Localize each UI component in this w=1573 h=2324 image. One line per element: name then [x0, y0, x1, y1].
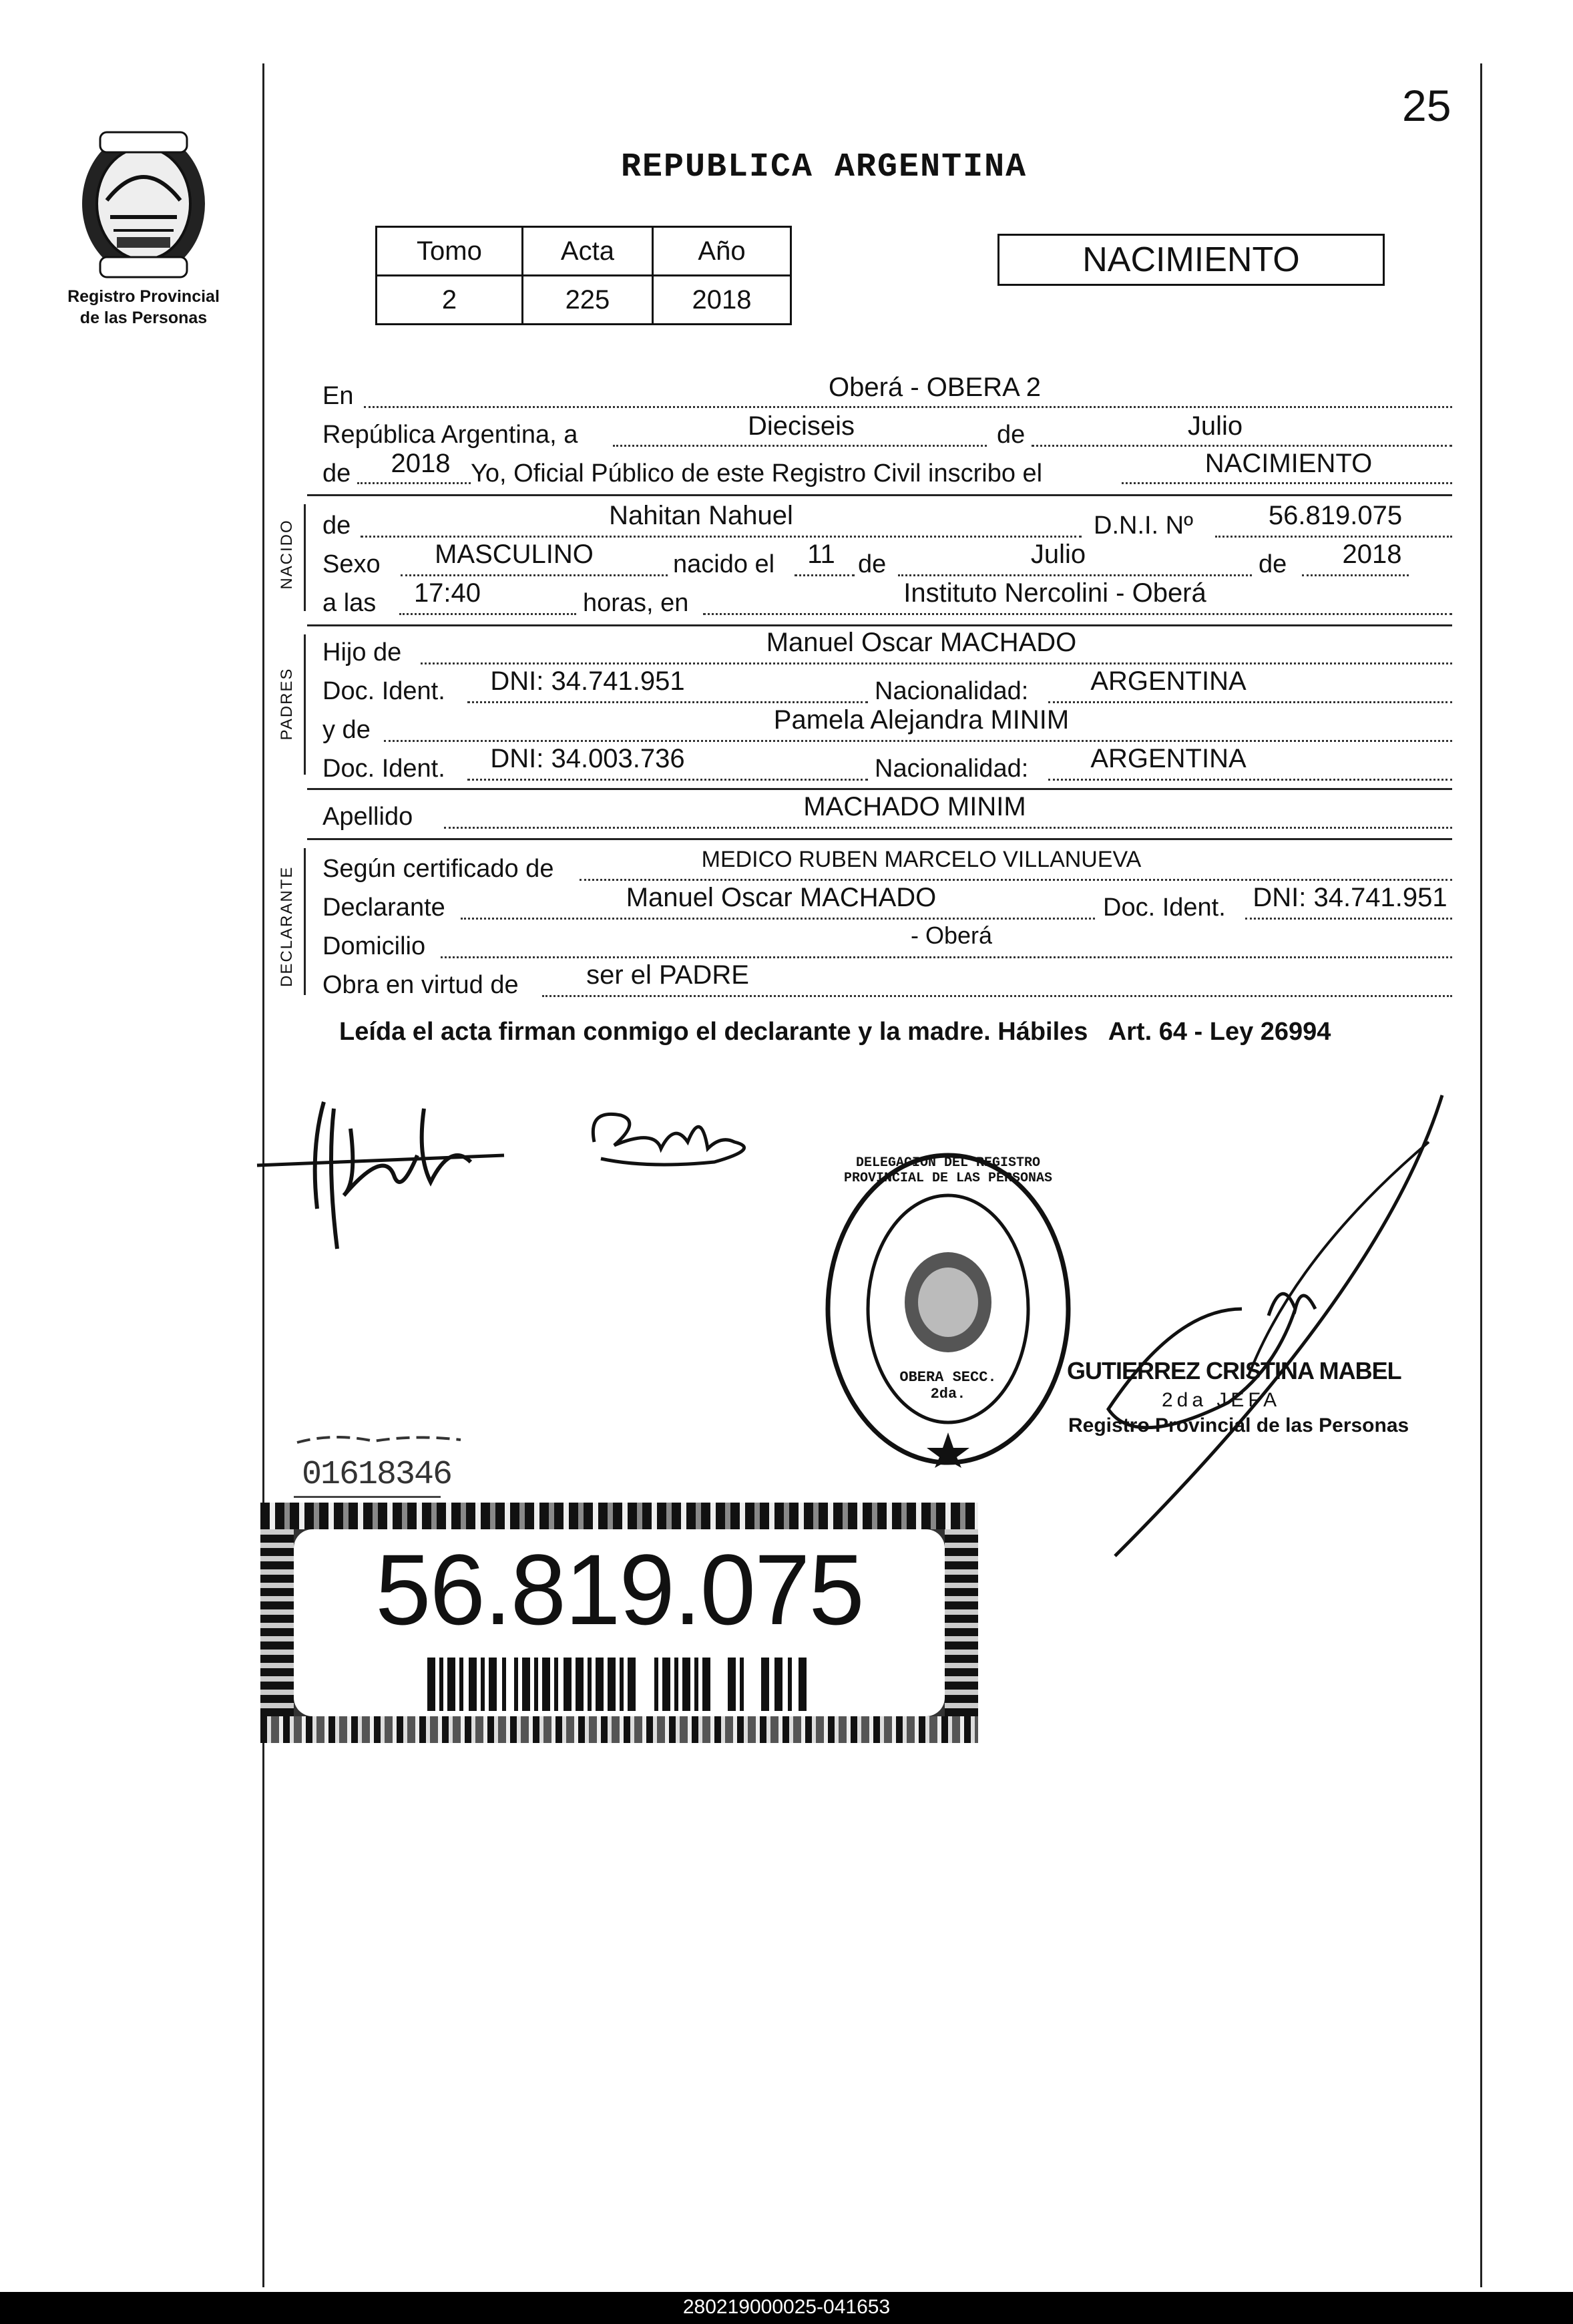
de2-label: de [322, 459, 351, 488]
page-number: 25 [1402, 81, 1451, 130]
birth-time-value: 17:40 [413, 578, 481, 608]
dni-label: D.N.I. Nº [1094, 512, 1193, 540]
father-nac-label: Nacionalidad: [875, 677, 1029, 705]
stamp-outer-text: DELEGACION DEL REGISTRO PROVINCIAL DE LAS PERSONAS [843, 1155, 1053, 1186]
act-table [375, 226, 792, 325]
official-role: 2da JEFA [1162, 1389, 1281, 1411]
sexo-value: MASCULINO [435, 540, 594, 569]
header-tomo: Tomo [377, 227, 523, 276]
act-type-box [997, 234, 1385, 286]
official-name: GUTIERREZ CRISTINA MABEL [1067, 1357, 1401, 1384]
logo-caption-line1: Registro Provincial [67, 287, 220, 306]
apellido-label: Apellido [322, 803, 413, 831]
nacido-el-label: nacido el [673, 550, 775, 578]
day-words-value: Dieciseis [747, 411, 855, 441]
domicilio-label: Domicilio [322, 932, 426, 960]
nacido-de-label3: de [1259, 550, 1287, 578]
y-de-label: y de [322, 716, 371, 744]
birth-year-value: 2018 [1342, 540, 1402, 569]
alas-label: a las [322, 589, 377, 617]
right-margin-line [1480, 63, 1482, 2287]
delegation-stamp [821, 1149, 1075, 1469]
header-acta: Acta [522, 227, 652, 276]
footer-code: 280219000025-041653 [682, 2296, 891, 2318]
mother-signature [581, 1095, 768, 1175]
father-name-value: Manuel Oscar MACHADO [766, 628, 1077, 657]
act-type-label: NACIMIENTO [1082, 240, 1300, 279]
nacido-de-label2: de [858, 550, 887, 578]
nacido-de-label: de [322, 512, 351, 540]
cert-value: MEDICO RUBEN MARCELO VILLANUEVA [701, 847, 1142, 872]
value-acta: 225 [522, 276, 652, 325]
closing-statement: Leída el acta firman conmigo el declarante y la madre. Hábiles Art. 64 - Ley 26994 [339, 1018, 1331, 1046]
declarante-value: Manuel Oscar MACHADO [626, 883, 937, 912]
document-title: REPUBLICA ARGENTINA [621, 148, 1028, 186]
child-dni-value: 56.819.075 [1268, 501, 1403, 530]
inscribo-label: Yo, Oficial Público de este Registro Civil inscribo el [471, 459, 1043, 488]
serial-number: 01618346 [302, 1456, 452, 1494]
place-value: Oberá - OBERA 2 [829, 373, 1041, 402]
official-signature [1095, 1089, 1469, 1563]
handwritten-marks [294, 1429, 467, 1449]
republica-label: República Argentina, a [322, 421, 578, 449]
value-ano: 2018 [652, 276, 791, 325]
obra-value: ser el PADRE [586, 960, 749, 990]
mother-doc-value: DNI: 34.003.736 [490, 744, 685, 773]
inscribo-value: NACIMIENTO [1204, 449, 1373, 478]
mother-nac-label: Nacionalidad: [875, 755, 1029, 783]
declarant-signature [250, 1089, 517, 1262]
id-box-inner [294, 1529, 945, 1716]
birth-day-value: 11 [807, 540, 835, 569]
child-name-value: Nahitan Nahuel [609, 501, 793, 530]
year-value: 2018 [391, 449, 451, 478]
declarante-label: Declarante [322, 894, 445, 922]
header-ano: Año [652, 227, 791, 276]
mother-nat-value: ARGENTINA [1090, 744, 1247, 773]
sexo-label: Sexo [322, 550, 381, 578]
padres-section-label: PADRES [278, 667, 296, 741]
province-logo [73, 127, 214, 284]
stamp-inner-text: OBERA SECC. 2da. [899, 1369, 997, 1402]
id-number-box [260, 1503, 978, 1743]
domicilio-value: - Oberá [910, 922, 993, 949]
en-label: En [322, 382, 354, 410]
birth-place-value: Instituto Nercolini - Oberá [903, 578, 1206, 608]
de-label: de [997, 421, 1026, 449]
id-box-number: 56.819.075 [375, 1533, 863, 1645]
nacido-section-label: NACIDO [278, 519, 296, 590]
mother-doc-label: Doc. Ident. [322, 755, 445, 783]
father-doc-value: DNI: 34.741.951 [490, 666, 685, 696]
apellido-value: MACHADO MINIM [803, 792, 1026, 821]
value-tomo: 2 [377, 276, 523, 325]
declarante-section-label: DECLARANTE [278, 865, 296, 987]
declarante-doc-label: Doc. Ident. [1103, 894, 1226, 922]
logo-caption-line2: de las Personas [79, 309, 208, 327]
footer-bar [0, 2292, 1573, 2324]
birth-month-value: Julio [1030, 540, 1086, 569]
official-office: Registro Provincial de las Personas [1068, 1414, 1409, 1436]
mother-name-value: Pamela Alejandra MINIM [773, 705, 1070, 735]
id-barcode [427, 1658, 828, 1711]
cert-label: Según certificado de [322, 855, 554, 883]
declarante-doc-value: DNI: 34.741.951 [1253, 883, 1447, 912]
obra-label: Obra en virtud de [322, 971, 519, 999]
horas-label: horas, en [583, 589, 689, 617]
month-value: Julio [1187, 411, 1243, 441]
father-doc-label: Doc. Ident. [322, 677, 445, 705]
hijo-de-label: Hijo de [322, 638, 402, 666]
father-nat-value: ARGENTINA [1090, 666, 1247, 696]
